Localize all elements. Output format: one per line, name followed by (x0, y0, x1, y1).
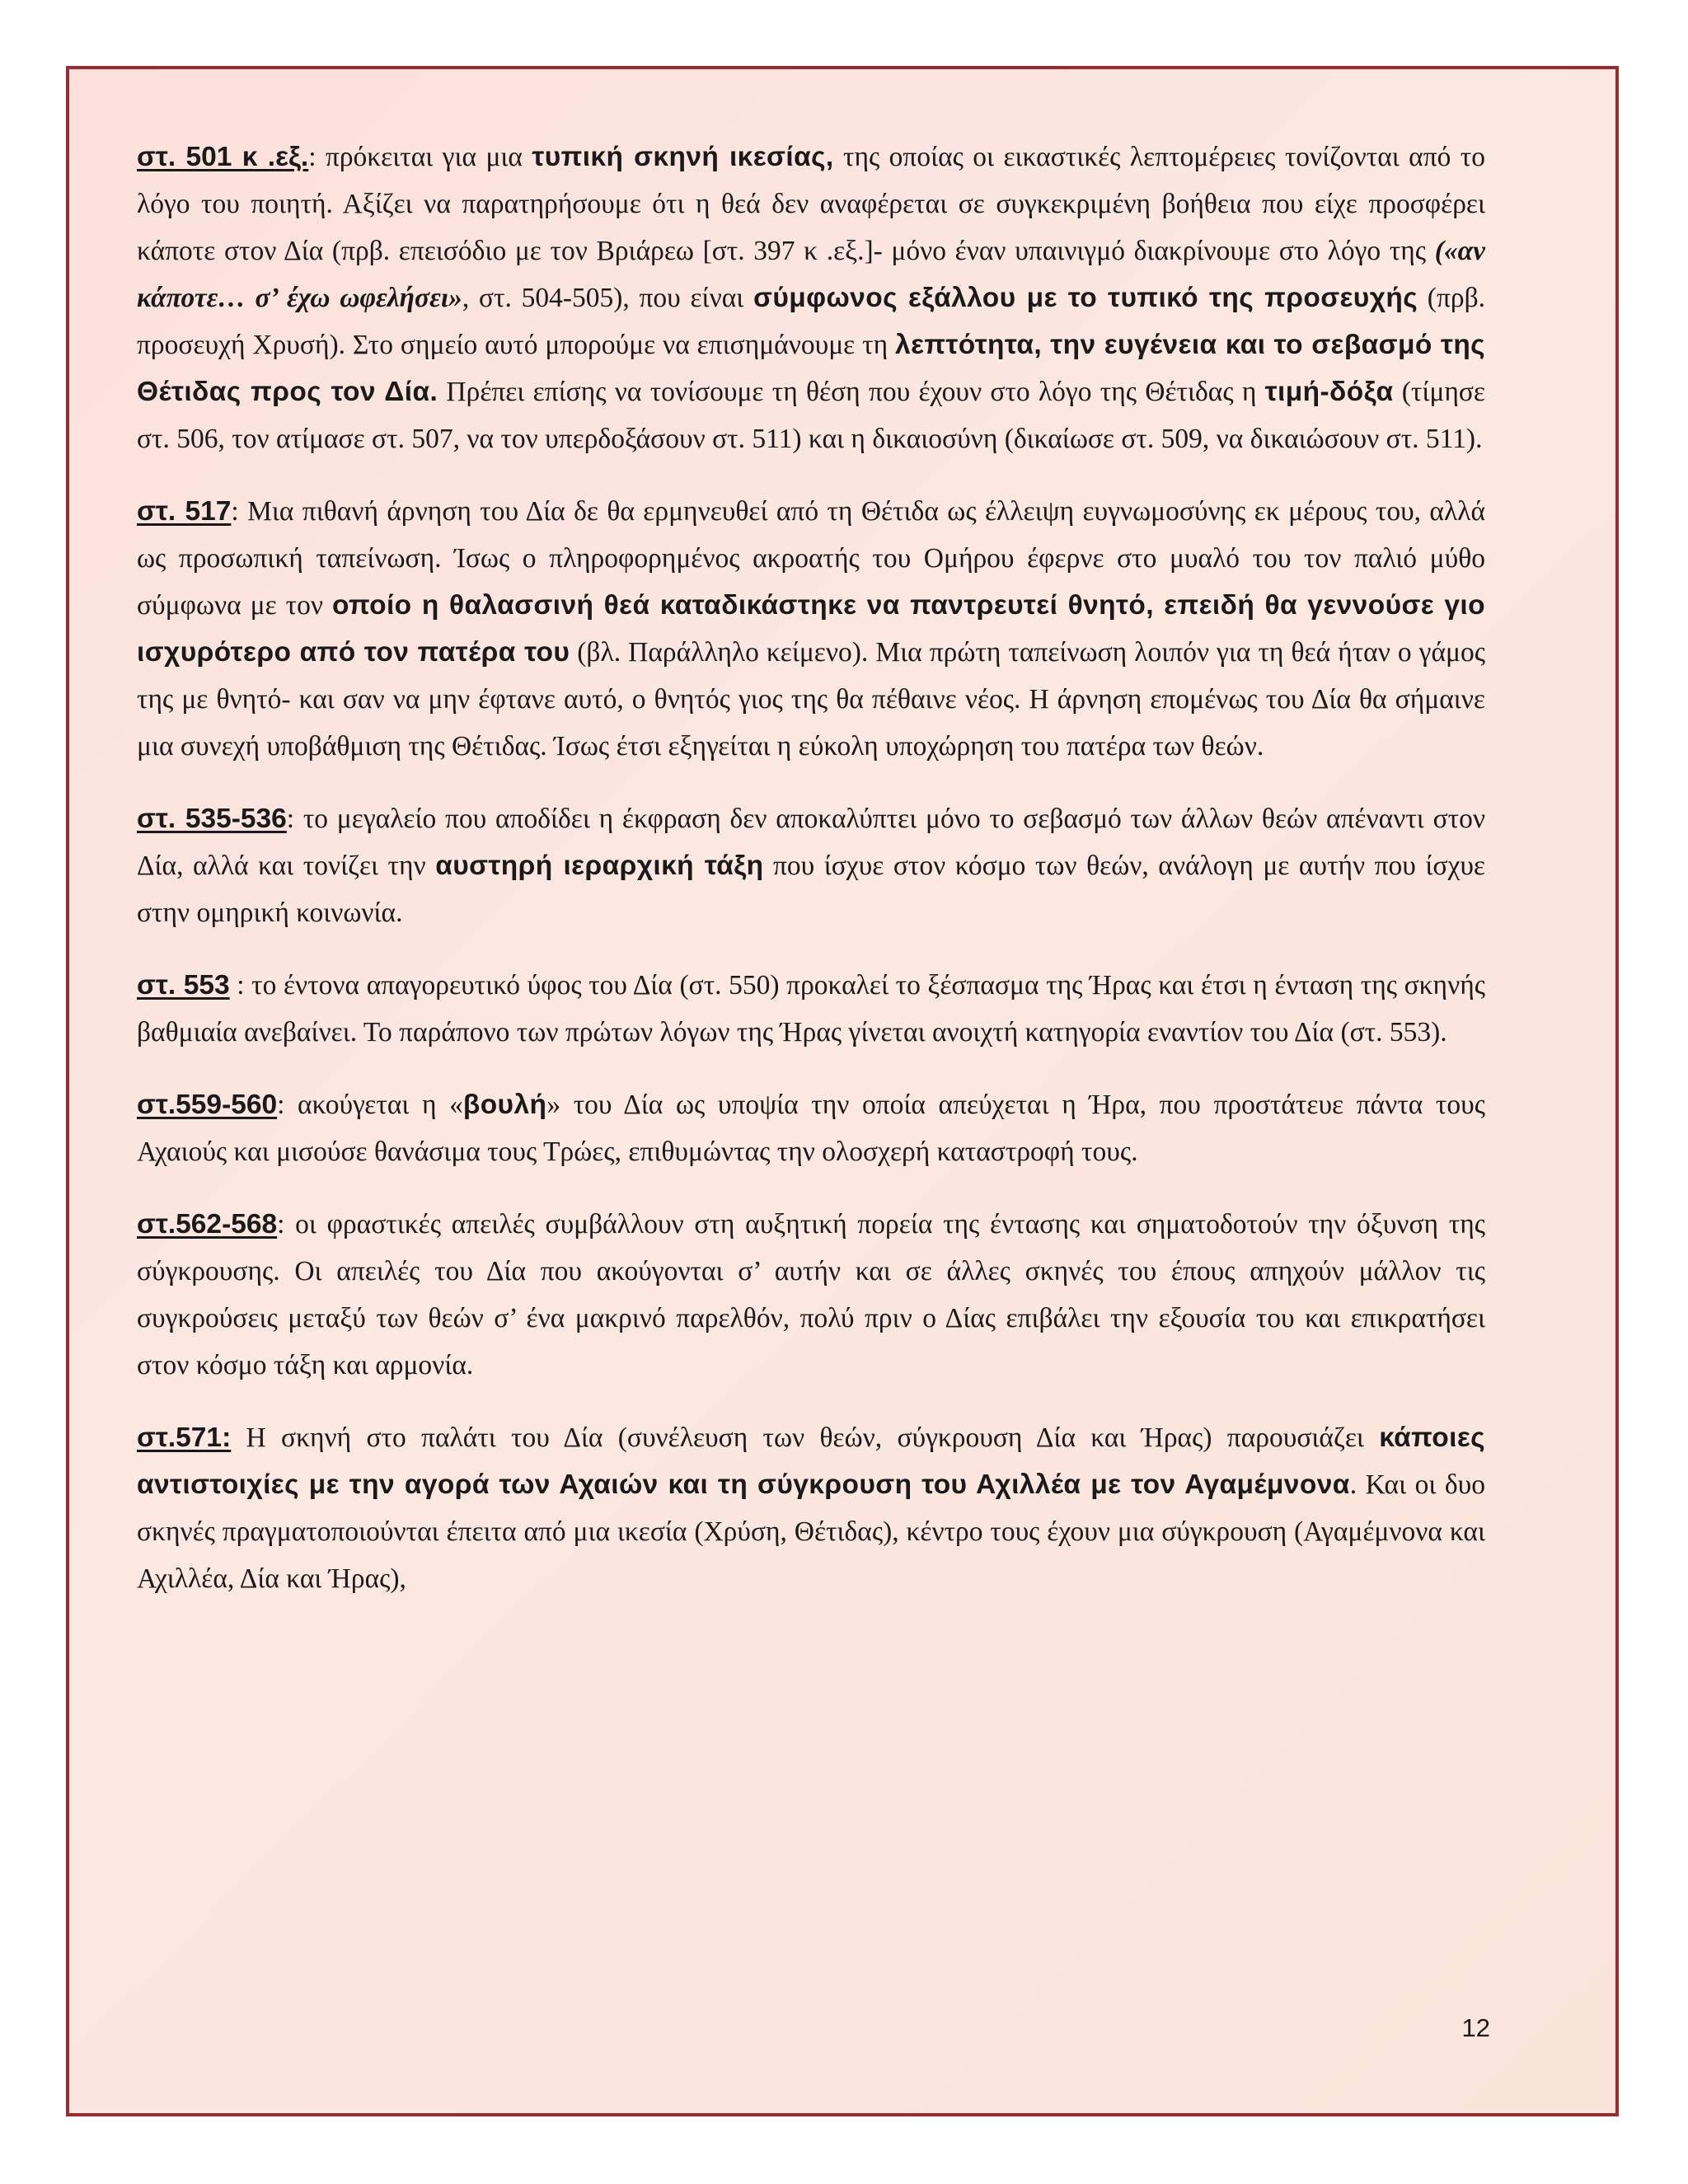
paragraph-text: , στ. 504-505), που είναι (462, 283, 753, 313)
paragraph-text: » του Δία ως υποψία την οποία απεύχεται η Ήρα, που προστάτευε πάντα τους Αχαιούς και μισούσε θανάσιμα τους Τρώες, επιθυμώντας την ολοσχερή καταστροφή τους. (137, 1090, 1485, 1167)
quotation-text: («αν κάποτε… σ’ έχω ωφελήσει» (137, 236, 1485, 313)
emphasis-text: αυστηρή ιεραρχική τάξη (435, 851, 764, 881)
paragraph-text: της οποίας οι εικαστικές λεπτομέρειες τονίζονται από το λόγο του ποιητή. Αξίζει να παρατηρήσουμε ότι η θεά δεν αναφέρεται σε συγκεκριμένη βοήθεια που είχε προσφέρει κάποτε στον Δία (πρβ. επεισόδιο με τον Βριάρεω [στ. 397 κ .εξ.]- μόνο έναν υπαινιγμό διακρίνουμε στο λόγο της (137, 142, 1486, 266)
verse-reference: στ. 517 (137, 496, 232, 527)
paragraph-text: : το μεγαλείο που αποδίδει η έκφραση δεν αποκαλύπτει μόνο το σεβασμό των άλλων θεών απέναντι στον Δία, αλλά και τονίζει την (137, 804, 1485, 881)
paragraph-verse-553 (137, 962, 1485, 1056)
verse-reference: στ.571: (137, 1422, 232, 1453)
paragraph-text: (βλ. Παράλληλο κείμενο). Μια πρώτη ταπείνωση λοιπόν για τη θεά ήταν ο γάμος της με θνητό- και σαν να μην έφτανε αυτό, ο θνητός γιος της θα πέθαινε νέος. Η άρνηση επομένως του Δία θα σήμαινε μια συνεχή υποβάθμιση της Θέτιδας. Ίσως έτσι εξηγείται η εύκολη υποχώρηση του πατέρα των θεών. (137, 637, 1485, 762)
paragraph-text: που ίσχυε στον κόσμο των θεών, ανάλογη με αυτήν που ίσχυε στην ομηρική κοινωνία. (137, 851, 1485, 928)
paragraph-text: : πρόκειται για μια (308, 142, 532, 172)
paragraph-text: (τίμησε στ. 506, τον ατίμασε στ. 507, να τον υπερδοξάσουν στ. 511) και η δικαιοσύνη (δικαίωσε στ. 509, να δικαιώσουν στ. 511). (137, 377, 1485, 454)
emphasis-text: τιμή-δόξα (1264, 377, 1394, 407)
paragraph-verse-501 (137, 134, 1485, 462)
emphasis-text: κάποιες αντιστοιχίες με την αγορά των Αχαιών και τη σύγκρουση του Αχιλλέα με τον Αγαμέμνονα (137, 1422, 1485, 1500)
emphasis-text: λεπτότητα, την ευγένεια και το σεβασμό της Θέτιδας προς τον Δία. (137, 330, 1486, 407)
paragraph-text: . Και οι δυο σκηνές πραγματοποιούνται έπειτα από μια ικεσία (Χρύση, Θέτιδας), κέντρο τους έχουν μια σύγκρουση (Αγαμέμνονα και Αχιλλέα, Δία και Ήρας), (137, 1469, 1485, 1594)
paragraph-verse-571 (137, 1414, 1485, 1602)
paragraph-verse-559 (137, 1081, 1485, 1175)
verse-reference: στ. 501 κ .εξ. (137, 142, 309, 172)
emphasis-text: σύμφωνος εξάλλου με το τυπικό της προσευχής (753, 283, 1418, 313)
paragraph-verse-535 (137, 795, 1485, 936)
verse-reference: στ. 535-536 (137, 804, 287, 834)
verse-reference: στ.562-568 (137, 1209, 278, 1240)
verse-reference: στ.559-560 (137, 1090, 278, 1120)
paragraph-text: : ακούγεται η « (277, 1090, 463, 1120)
document-body (137, 134, 1485, 1628)
paragraph-text: Η σκηνή στο παλάτι του Δία (συνέλευση των θεών, σύγκρουση Δία και Ήρας) παρουσιάζει (231, 1422, 1380, 1453)
paragraph-text: : οι φραστικές απειλές συμβάλλουν στη αυξητική πορεία της έντασης και σηματοδοτούν την όξυνση της σύγκρουσης. Οι απειλές του Δία που ακούγονται σ’ αυτήν και σε άλλες σκηνές του έπους απηχούν μάλλον τις συγκρούσεις μεταξύ των θεών σ’ ένα μακρινό παρελθόν, πολύ πριν ο Δίας επιβάλει την εξουσία του και επικρατήσει στον κόσμο τάξη και αρμονία. (137, 1209, 1485, 1380)
paragraph-text: : Μια πιθανή άρνηση του Δία δε θα ερμηνευθεί από τη Θέτιδα ως έλλειψη ευγνωμοσύνης εκ μέρους του, αλλά ως προσωπική ταπείνωση. Ίσως ο πληροφορημένος ακροατής του Ομήρου έφερνε στο μυαλό του τον παλιό μύθο σύμφωνα με τον (137, 496, 1485, 621)
emphasis-text: οποίο η θαλασσινή θεά καταδικάστηκε να παντρευτεί θνητό, επειδή θα γεννούσε γιο ισχυρότερο από τον πατέρα του (137, 590, 1485, 668)
paragraph-text: : το έντονα απαγορευτικό ύφος του Δία (στ. 550) προκαλεί το ξέσπασμα της Ήρας και έτσι η ένταση της σκηνής βαθμιαία ανεβαίνει. Το παράπονο των πρώτων λόγων της Ήρας γίνεται ανοιχτή κατηγορία εναντίον του Δία (στ. 553). (137, 970, 1485, 1047)
paragraph-verse-562 (137, 1201, 1485, 1389)
emphasis-text: τυπική σκηνή ικεσίας, (532, 142, 834, 172)
verse-reference: στ. 553 (137, 970, 230, 1001)
emphasis-text: βουλή (462, 1090, 547, 1120)
paragraph-verse-517 (137, 488, 1485, 770)
page-number: 12 (1461, 2013, 1490, 2042)
paragraph-text: Πρέπει επίσης να τονίσουμε τη θέση που έχουν στο λόγο της Θέτιδας η (438, 377, 1265, 407)
paragraph-text: (πρβ. προσευχή Χρυσή). Στο σημείο αυτό μπορούμε να επισημάνουμε τη (137, 283, 1486, 360)
